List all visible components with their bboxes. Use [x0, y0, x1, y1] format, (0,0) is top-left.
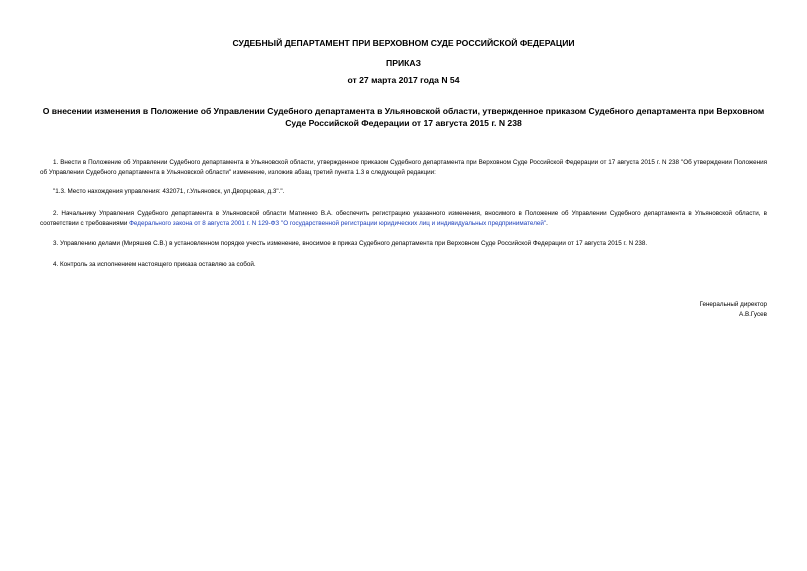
paragraph-1-quote: "1.3. Место нахождения управления: 432071, г.Ульяновск, ул.Дворцовая, д.3".".	[53, 188, 285, 195]
signature-position: Генеральный директор	[699, 301, 767, 308]
document-date-number: от 27 марта 2017 года N 54	[347, 75, 460, 85]
paragraph-4: 4. Контроль за исполнением настоящего приказа оставляю за собой.	[53, 261, 256, 268]
paragraph-3: 3. Управлению делами (Миряшев С.В.) в установленном порядке учесть изменение, вносимое в приказ Судебного департамента при Верховном Суде Российской Федерации от 17 августа 2015 г. N 238.	[53, 240, 648, 247]
paragraph-2-text-end: .	[546, 220, 548, 227]
paragraph-2-text-start: 2. Начальнику Управления Судебного департамента в Ульяновской области Матиенко В.А. обеспечить регистрацию указанного изменения, вносимого в Положение об Управлении Судебного департамента в Ульяновской области, в соответствии с требованиями	[40, 210, 767, 227]
document-type: ПРИКАЗ	[386, 58, 421, 68]
document-organization: СУДЕБНЫЙ ДЕПАРТАМЕНТ ПРИ ВЕРХОВНОМ СУДЕ РОССИЙСКОЙ ФЕДЕРАЦИИ	[232, 38, 575, 48]
federal-law-link[interactable]: Федерального закона от 8 августа 2001 г. N 129-ФЗ "О государственной регистрации юридических лиц и индивидуальных предпринимателей"	[129, 220, 547, 227]
document-title: О внесении изменения в Положение об Управлении Судебного департамента в Ульяновской области, утвержденное приказом Судебного департамента при Верховном Суде Российской Федерации от 17 августа 2015 г. N 238	[42, 106, 765, 128]
signature-name: А.В.Гусев	[739, 311, 767, 318]
paragraph-2	[40, 209, 767, 229]
paragraph-1: 1. Внести в Положение об Управлении Судебного департамента в Ульяновской области, утвержденное приказом Судебного департамента при Верховном Суде Российской Федерации от 17 августа 2015 г. N 238 "Об утверждении Положения об Управлении Судебного департамента в Ульяновской области" изменение, изложив абзац третий пункта 1.3 в следующей редакции:	[40, 159, 767, 176]
